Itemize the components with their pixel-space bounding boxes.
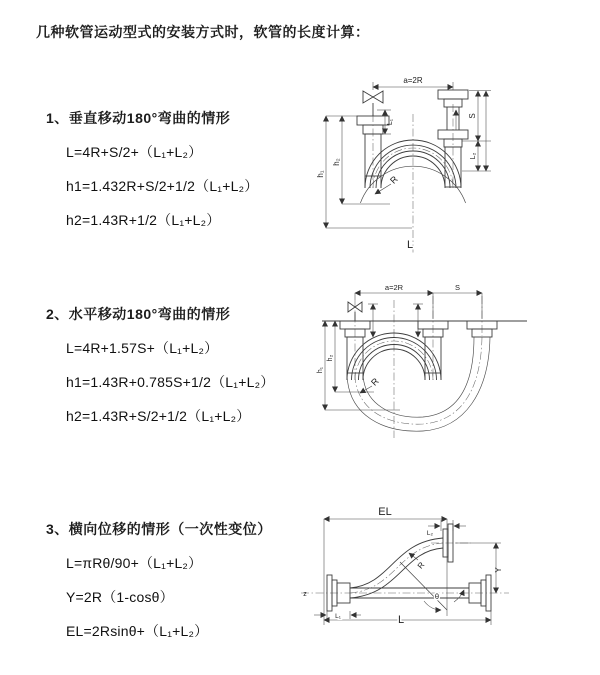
section-2-heading: 2、水平移动180°弯曲的情形 (46, 306, 231, 322)
theta-label: θ (434, 592, 440, 601)
formula-h1: h1=1.432R+S/2+1/2（L₁+L₂） (66, 178, 259, 194)
length-label: L (406, 239, 414, 251)
formula-L: L=4R+1.57S+（L₁+L₂） (66, 340, 219, 356)
formula-h2: h2=1.43R+S/2+1/2（L₁+L₂） (66, 408, 251, 424)
section-1-heading: 1、垂直移动180°弯曲的情形 (46, 110, 231, 126)
centerlines (355, 296, 482, 438)
valve-icon (363, 91, 383, 116)
dim-label-h2: h₂ (327, 354, 334, 362)
dim-label-stroke: S (468, 113, 477, 119)
section-lateral-displacement (46, 519, 326, 641)
flanges (340, 321, 497, 337)
dim-label-l2: L₂ (470, 152, 477, 160)
section-vertical-move (46, 108, 326, 230)
dim-label-stroke: S (454, 283, 461, 292)
dim-label-h1: h₁ (317, 366, 324, 374)
dim-label-span: a=2R (384, 283, 404, 292)
centerline-z-mark: z (303, 591, 307, 598)
diagram-lateral-displacement (297, 498, 600, 660)
formula-L: L=4R+S/2+（L₁+L₂） (66, 144, 203, 160)
formula-h1: h1=1.43R+0.785S+1/2（L₁+L₂） (66, 374, 275, 390)
radius-label: R (388, 174, 400, 186)
dim-label-h2: h₂ (332, 158, 341, 166)
diagram-horizontal-move-180 (312, 280, 600, 455)
diagram-vertical-move-180 (312, 70, 597, 262)
section-horizontal-move (46, 304, 326, 426)
formula-L: L=πRθ/90+（L₁+L₂） (66, 555, 203, 571)
page-title: 几种软管运动型式的安装方式时，软管的长度计算： (36, 24, 370, 40)
length-label: L (397, 614, 405, 626)
radius-label: R (369, 376, 381, 388)
dim-label-h1: h₁ (316, 170, 325, 178)
dimension-lines (314, 519, 501, 625)
radius-label: R (415, 560, 427, 571)
dimension-lines (325, 293, 482, 410)
dim-label-y: Y (494, 567, 503, 573)
dim-label-l1: L₁ (335, 613, 341, 620)
dim-label-l1: L₁ (387, 118, 394, 126)
formula-h2: h2=1.43R+1/2（L₁+L₂） (66, 212, 221, 228)
section-3-heading: 3、横向位移的情形（一次性变位） (46, 521, 272, 537)
dim-label-l2: L₂ (426, 530, 434, 537)
formula-EL: EL=2Rsinθ+（L₁+L₂） (66, 623, 209, 639)
s-curve-hose-position-2 (350, 538, 443, 598)
dim-label-el: EL (378, 506, 392, 518)
dimension-lines (326, 82, 491, 228)
hose-u-bend-position-2 (347, 337, 490, 431)
formula-Y: Y=2R（1-cosθ） (66, 589, 174, 605)
dim-label-span: a=2R (403, 76, 423, 85)
